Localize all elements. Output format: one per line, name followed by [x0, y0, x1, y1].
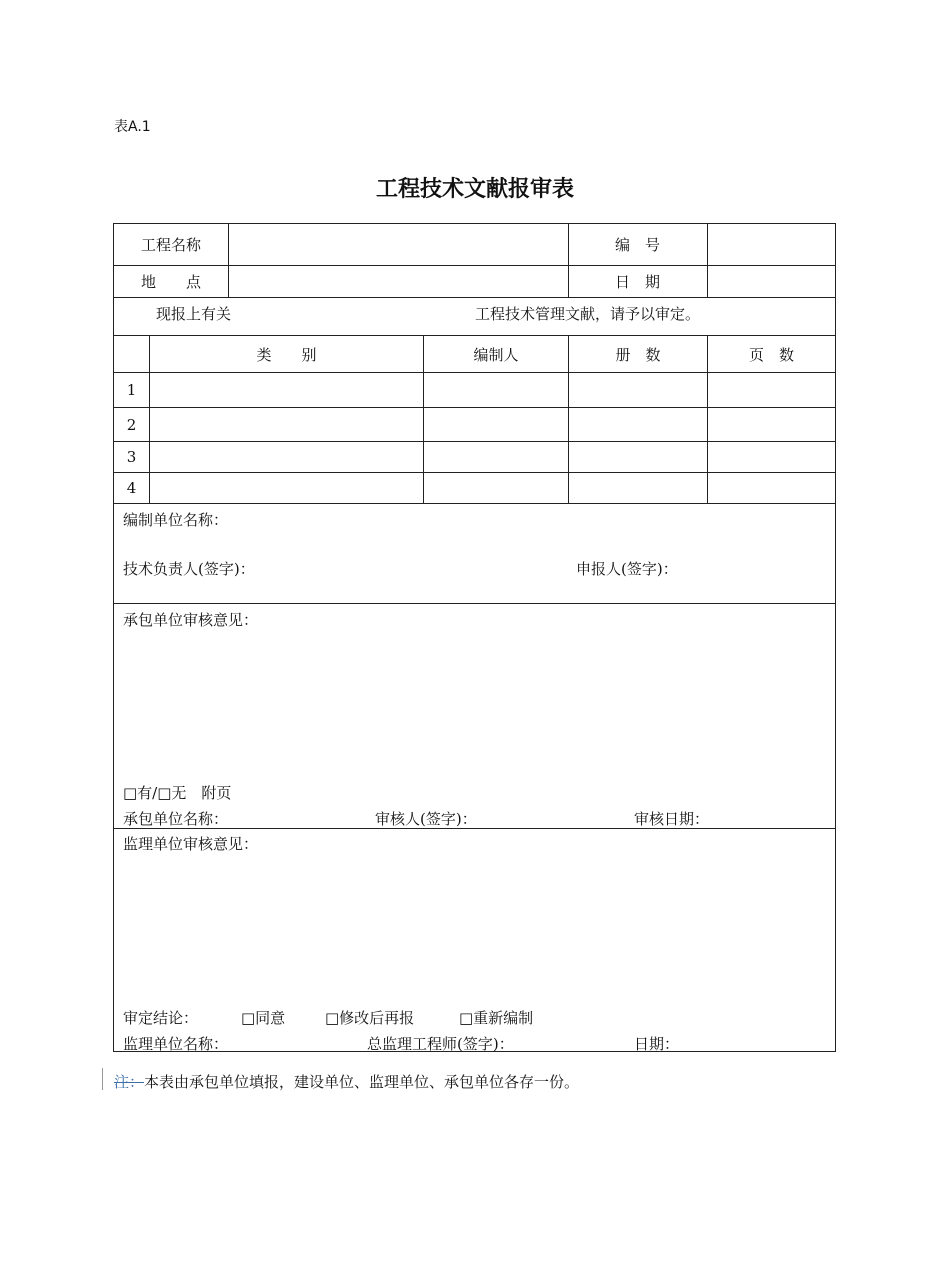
row-number: 3: [126, 448, 137, 466]
attachment-checkboxes[interactable]: □有/□无 附页: [123, 784, 232, 802]
reviewer-signature-label: 审核人(签字)：: [375, 810, 477, 828]
number-field[interactable]: [708, 224, 835, 265]
column-header-pages: 页 数: [748, 345, 794, 364]
column-header-preparer: 编制人: [473, 345, 519, 364]
row-divider: [114, 472, 835, 473]
review-date-label: 审核日期：: [634, 810, 710, 828]
date-label: 日 期: [614, 273, 660, 291]
review-form: [113, 223, 836, 1052]
redo-checkbox[interactable]: □重新编制: [459, 1009, 534, 1027]
row-number: 4: [126, 479, 137, 497]
row-divider: [114, 407, 835, 408]
row-divider: [114, 297, 835, 298]
submit-line-left: 现报上有关: [156, 305, 232, 323]
footnote-text: 本表由承包单位填报，建设单位、监理单位、承包单位各存一份。: [144, 1073, 580, 1091]
tech-lead-signature-label: 技术负责人(签字)：: [123, 560, 255, 578]
change-bar: [102, 1068, 103, 1090]
location-label: 地 点: [140, 273, 201, 291]
row-divider: [114, 503, 835, 504]
prep-unit-name-label: 编制单位名称：: [123, 511, 229, 529]
column-header-category: 类 别: [256, 345, 317, 364]
footnote-prefix: 注：: [114, 1073, 145, 1091]
row-number: 1: [126, 381, 137, 399]
contractor-unit-name-label: 承包单位名称：: [123, 810, 229, 828]
row-divider: [114, 603, 835, 604]
submit-line-right: 工程技术管理文献，请予以审定。: [475, 305, 701, 323]
applicant-signature-label: 申报人(签字)：: [576, 560, 678, 578]
supervisor-opinion-label: 监理单位审核意见：: [123, 835, 259, 853]
table-label: 表A.1: [114, 119, 151, 135]
column-header-volumes: 册 数: [615, 345, 661, 364]
row-number: 2: [126, 415, 137, 434]
form-title: 工程技术文献报审表: [375, 177, 574, 202]
row-divider: [114, 372, 835, 373]
contractor-opinion-label: 承包单位审核意见：: [123, 611, 259, 629]
chief-engineer-signature-label: 总监理工程师(签字)：: [367, 1035, 514, 1053]
conclusion-label: 审定结论：: [123, 1009, 199, 1027]
supervisor-date-label: 日期：: [634, 1035, 680, 1053]
supervisor-unit-name-label: 监理单位名称：: [123, 1035, 229, 1053]
date-field[interactable]: [708, 266, 835, 297]
footnote: [114, 1071, 579, 1092]
number-label: 编 号: [614, 236, 660, 254]
project-name-label: 工程名称: [140, 236, 201, 254]
location-field[interactable]: [229, 266, 568, 297]
agree-checkbox[interactable]: □同意: [241, 1009, 286, 1027]
revise-checkbox[interactable]: □修改后再报: [325, 1009, 415, 1027]
project-name-field[interactable]: [229, 224, 568, 265]
row-divider: [114, 441, 835, 442]
